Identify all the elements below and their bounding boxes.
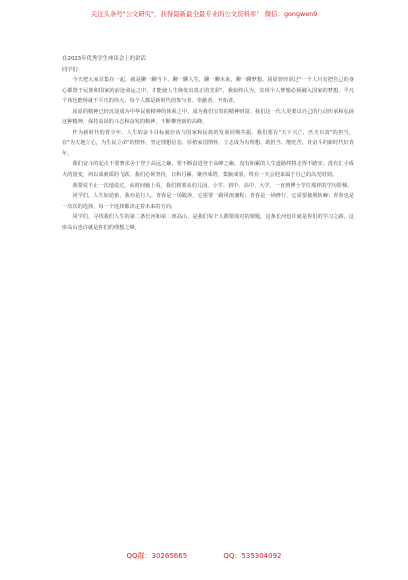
paragraph: 同学们，人生如逆旅，我亦是行人。青春是一场跋涉，它需要一路风雨兼程；青春是一场修行，它需要披荆斩棘；青春也是一次次的选择，每一个选择都决定着未来的方向。	[62, 193, 354, 210]
salutation: 同学们：	[62, 66, 83, 73]
paragraph: 今天把大家召集在一起，就是聊一聊当下，聊一聊人生，聊一聊未来，聊一聊梦想。屈原曾经说过"一个人只有把自己的身心都置于民族和国家的前途命运之中，才能使人生焕发出真正的光彩"。我始终认为，实现个人梦想必须融入国家的梦想，平凡个体也能铸就不平凡的伟大，每个人都是新时代的参与者、奉献者、开拓者。	[62, 77, 354, 105]
contact-footer	[0, 551, 408, 561]
paragraph: 同学们，寻找我们人生的第二条长河和第二座高山，是我们每个人都要面对的课题。这条长河也许就是你们的学习之路，这座高山也许就是你们的理想之峰。	[62, 214, 354, 231]
paragraph: 我们奋斗的起点不要奢求舍于登于高远之巅，要不断奋进登于高峰之巅，没有积累的人生道路终将走得不踏实；没有汇小成大的量变，何以成就质的飞跃。我们必须坚持，日积月累，聚沙成塔，集腋成裘，终有一天会迎来属于自己的高光时刻。	[62, 161, 354, 179]
qq-group-number: QQ群：30265665	[126, 552, 188, 560]
promo-banner	[0, 10, 408, 18]
paragraph: 屈原的精神已经沉淀成为中华民族精神的体系之中，成为我们宝贵的精神财富。我们这一代人更要以自己的行动传承和弘扬这种精神，保持高昂的斗志和奋发的精神，不断攀登新的高峰。	[62, 108, 354, 126]
promo-line-1: 关注头条号"公文研究"，获得最新最全最专业的公文资料库！ 微信：gongwen9	[90, 10, 318, 18]
paragraph: 我要说不止一次地说过，从时间轴上看，我们将要从幼儿园、小学、初中、高中、大学，一直到博士学位那样的学历阶梯。	[72, 182, 353, 189]
paragraph: 作为新时代的青少年，人生的奋斗目标就应该与国家和民族的发展同频共振。我们要有"天下兴亡，匹夫有责"的担当，有"为天地立心，为生民立命"的情怀，坚定理想信念，厚植家国情怀，立志成为有理想、敢担当、能吃苦、肯奋斗的新时代好青年。	[62, 129, 354, 157]
document-title: 在2023年优秀学生座谈会上的讲话	[62, 56, 146, 62]
qq-number: QQ：535304092	[223, 552, 282, 560]
document-body	[62, 54, 354, 233]
